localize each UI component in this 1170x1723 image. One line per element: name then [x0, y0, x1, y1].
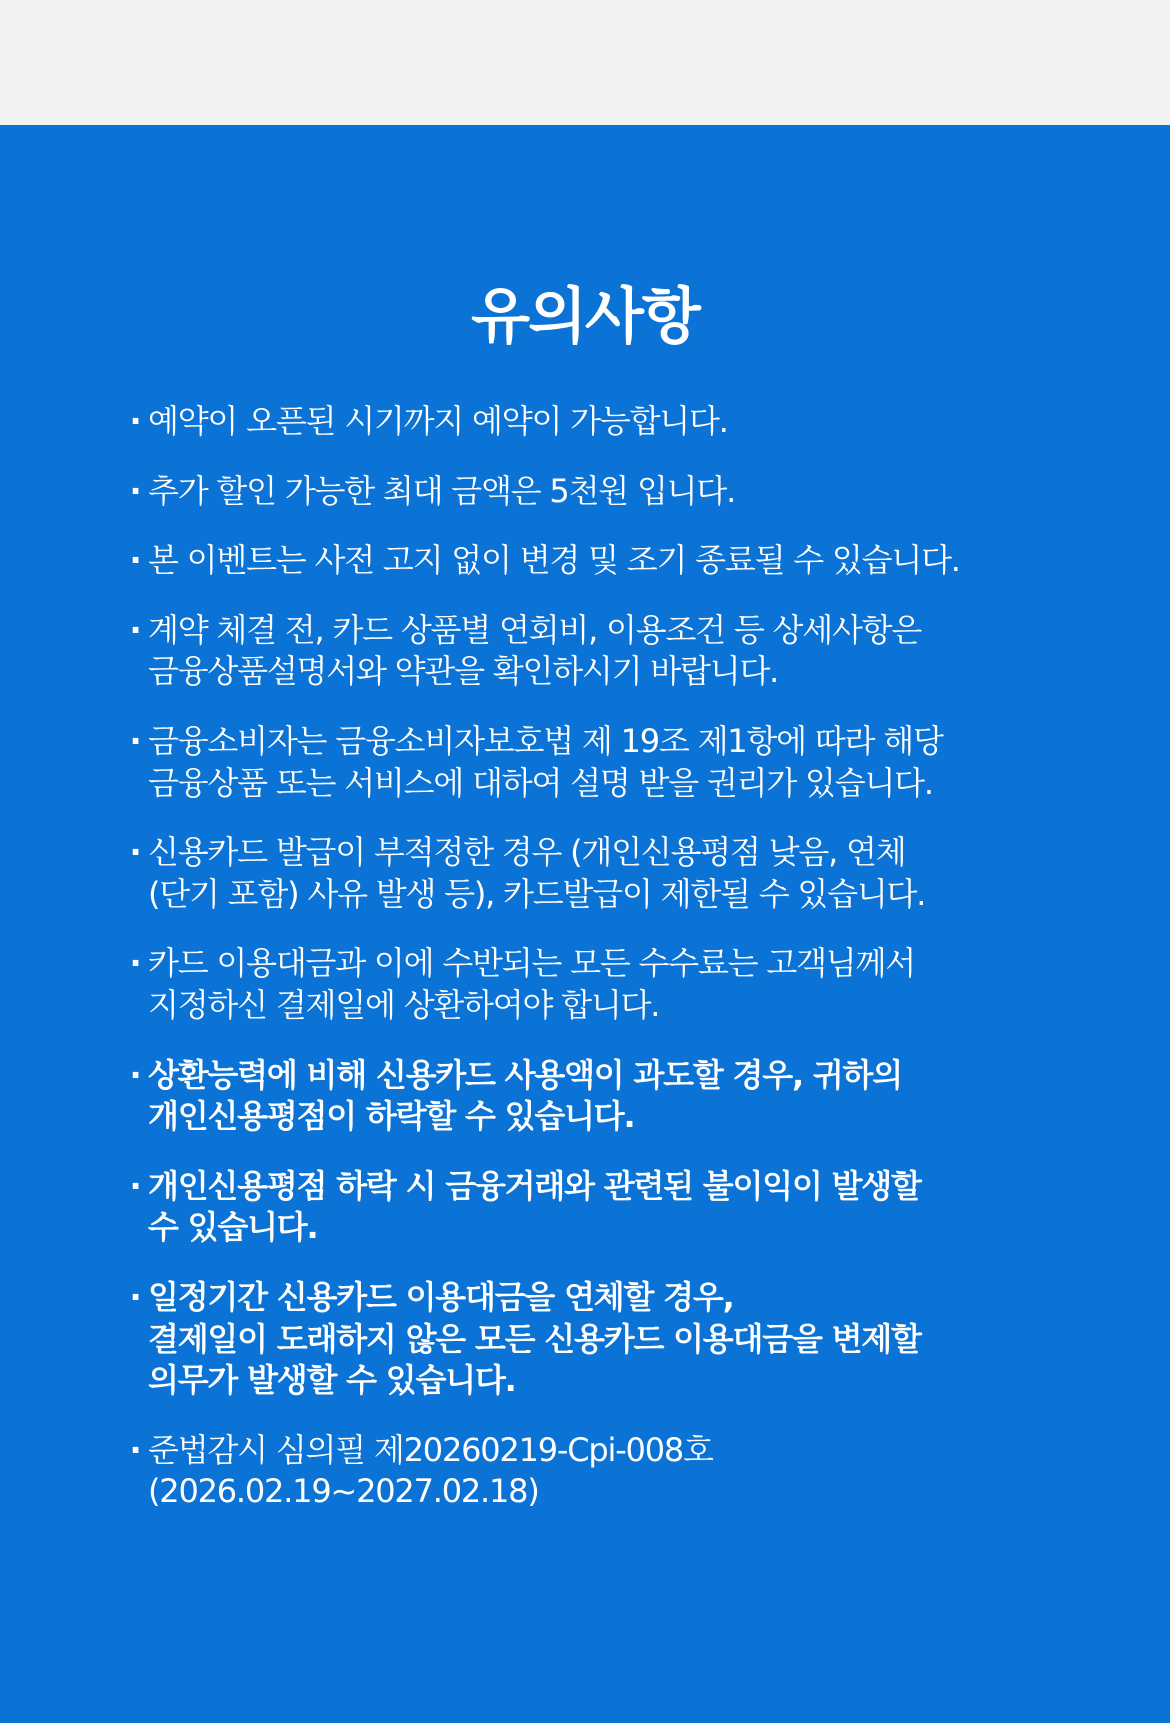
notice-item-financial-disadvantage	[126, 1166, 996, 1249]
notice-item-overdue-warning	[126, 1277, 996, 1402]
notice-item-card-payment	[126, 943, 996, 1026]
bullet-icon: ·	[129, 1166, 141, 1205]
notice-line: 개인신용평점이 하락할 수 있습니다.	[148, 1097, 635, 1136]
notice-line: 본 이벤트는 사전 고지 없이 변경 및 조기 종료될 수 있습니다.	[148, 541, 960, 580]
bullet-icon: ·	[129, 402, 141, 440]
notice-line: 금융상품설명서와 약관을 확인하시기 바랍니다.	[148, 652, 779, 691]
notice-list	[126, 401, 996, 1541]
notice-item-credit-score-warning	[126, 1055, 996, 1138]
bullet-icon: ·	[129, 833, 141, 872]
notice-item-compliance-review	[126, 1430, 996, 1513]
notice-line: (2026.02.19~2027.02.18)	[148, 1472, 539, 1511]
bullet-icon: ·	[129, 541, 141, 580]
top-gray-bar	[0, 0, 1170, 125]
notice-line: 금융상품 또는 서비스에 대하여 설명 받을 권리가 있습니다.	[148, 763, 933, 802]
notice-line: 수 있습니다.	[148, 1208, 318, 1247]
notice-line: 일정기간 신용카드 이용대금을 연체할 경우,	[148, 1277, 734, 1316]
notice-item-card-issuance	[126, 832, 996, 915]
notice-line: 의무가 발생할 수 있습니다.	[148, 1361, 516, 1400]
notice-panel	[0, 125, 1170, 1723]
notice-line: 결제일이 도래하지 않은 모든 신용카드 이용대금을 변제할	[148, 1319, 921, 1358]
notice-line: 준법감시 심의필 제20260219-Cpi-008호	[148, 1430, 713, 1469]
notice-line: 카드 이용대금과 이에 수반되는 모든 수수료는 고객님께서	[148, 944, 915, 983]
notice-line: 계약 체결 전, 카드 상품별 연회비, 이용조건 등 상세사항은	[148, 610, 922, 649]
notice-item-reservation-period	[126, 401, 996, 443]
notice-line: 상환능력에 비해 신용카드 사용액이 과도할 경우, 귀하의	[148, 1055, 902, 1094]
notice-line: 추가 할인 가능한 최대 금액은 5천원 입니다.	[148, 471, 736, 510]
bullet-icon: ·	[129, 944, 141, 983]
bullet-icon: ·	[129, 1055, 141, 1094]
bullet-icon: ·	[129, 471, 141, 510]
notice-item-contract-terms	[126, 610, 996, 693]
bullet-icon: ·	[129, 721, 141, 760]
notice-line: (단기 포함) 사유 발생 등), 카드발급이 제한될 수 있습니다.	[148, 874, 926, 913]
notice-item-consumer-rights	[126, 721, 996, 804]
notice-line: 예약이 오픈된 시기까지 예약이 가능합니다.	[148, 402, 728, 440]
notice-line: 신용카드 발급이 부적정한 경우 (개인신용평점 낮음, 연체	[148, 833, 906, 872]
bullet-icon: ·	[129, 1430, 141, 1469]
notice-line: 지정하신 결제일에 상환하여야 합니다.	[148, 985, 660, 1024]
notice-line: 개인신용평점 하락 시 금융거래와 관련된 불이익이 발생할	[148, 1166, 921, 1205]
notice-title: 유의사항	[471, 280, 699, 352]
bullet-icon: ·	[129, 610, 141, 649]
notice-item-event-change	[126, 540, 996, 582]
notice-line: 금융소비자는 금융소비자보호법 제 19조 제1항에 따라 해당	[148, 721, 943, 760]
bullet-icon: ·	[129, 1277, 141, 1316]
notice-item-max-discount	[126, 471, 996, 513]
